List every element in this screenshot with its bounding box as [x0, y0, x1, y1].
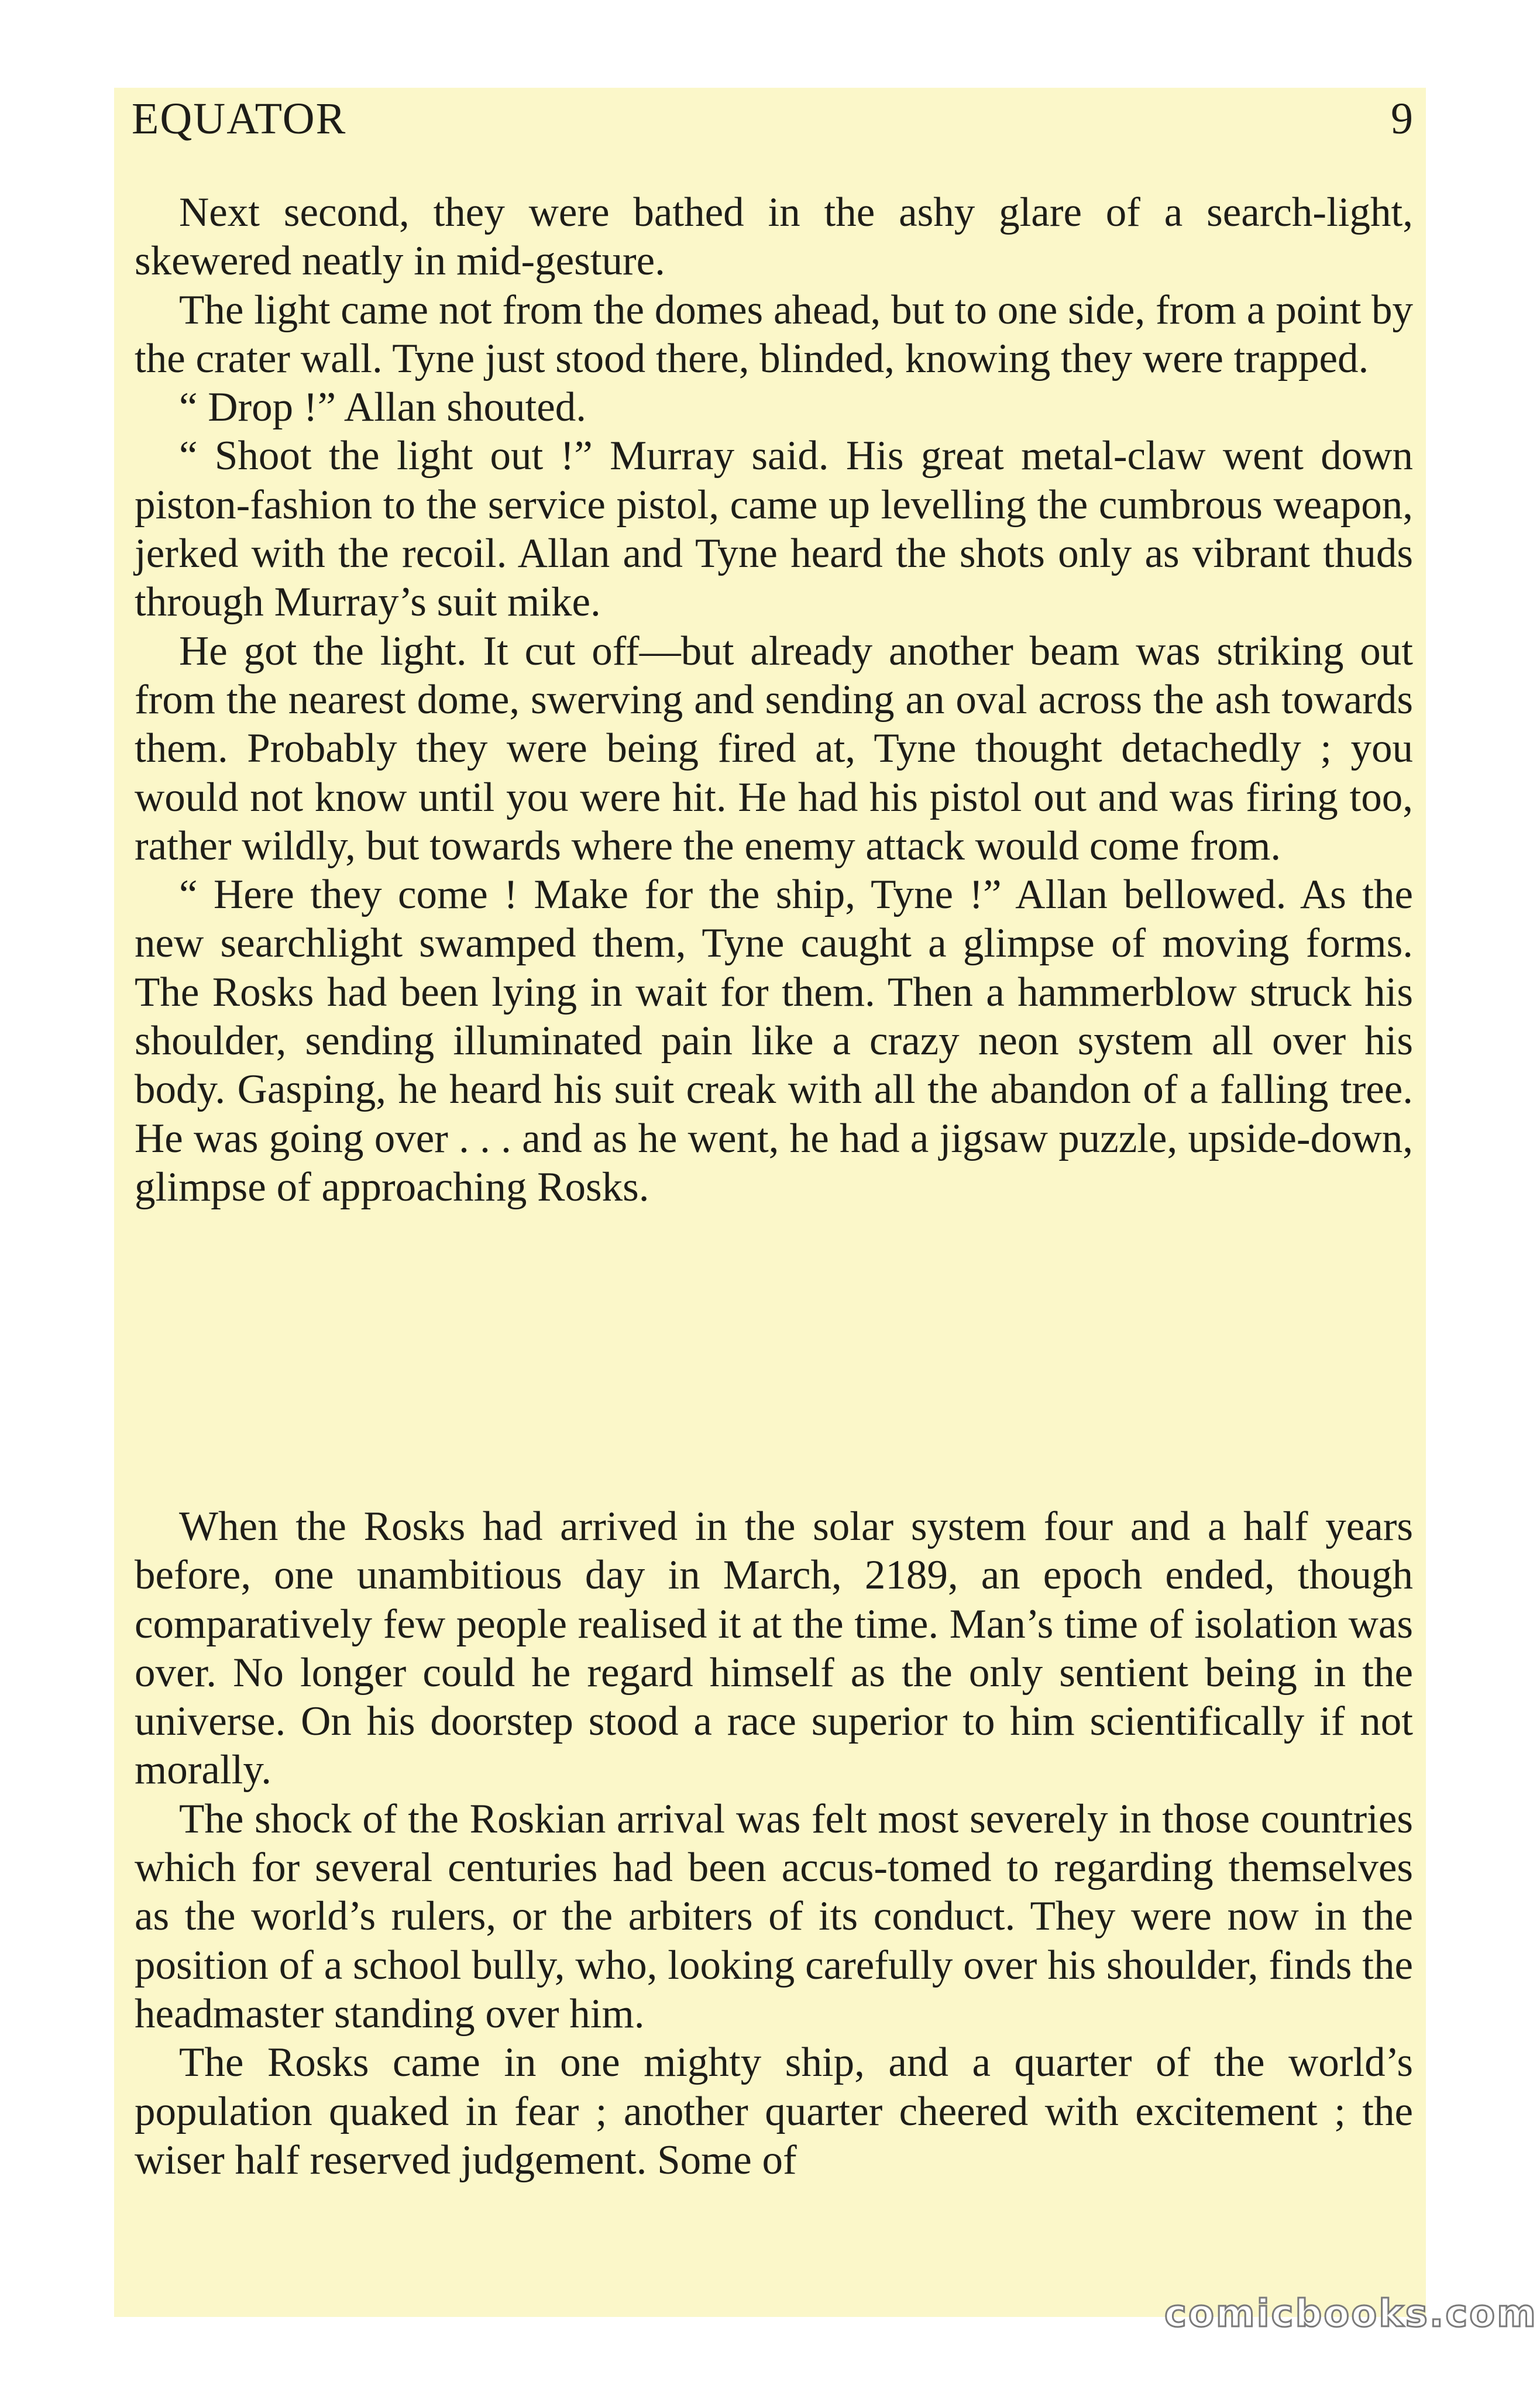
book-page	[114, 88, 1426, 2317]
paragraph: “ Drop !” Allan shouted.	[179, 384, 587, 431]
paragraph: The light came not from the domes ahead, but to one side, from a point by the crater wall. Tyne just stood there, blinded, knowing they were trapped.	[135, 287, 1413, 381]
watermark: comicbooks.com	[1164, 2292, 1538, 2336]
page-number: 9	[1391, 94, 1414, 143]
text-section-2	[135, 1503, 1413, 2185]
text-section-1	[135, 188, 1413, 1212]
paragraph: The shock of the Roskian arrival was felt most severely in those countries which for several centuries had been accus-tomed to regarding themselves as the world’s rulers, or the arbiters of its conduct. They were now in the position of a school bully, who, looking carefully over his shoulder, finds the headmaster standing over him.	[135, 1796, 1413, 2037]
paragraph: “ Here they come ! Make for the ship, Tyne !” Allan bellowed. As the new searchlight swamped them, Tyne caught a glimpse of moving forms. The Rosks had been lying in wait for them. Then a hammerblow struck his shoulder, sending illuminated pain like a crazy neon system all over his body. Gasping, he heard his suit creak with all the abandon of a falling tree. He was going over . . . and as he went, he had a jigsaw puzzle, upside-down, glimpse of approaching Rosks.	[135, 872, 1413, 1210]
paragraph: Next second, they were bathed in the ashy glare of a search-light, skewered neatly in mid-gesture.	[135, 190, 1413, 284]
running-title: EQUATOR	[132, 94, 347, 143]
paragraph: The Rosks came in one mighty ship, and a quarter of the world’s population quaked in fear ; another quarter cheered with excitement ; the wiser half reserved judgement. Some of	[135, 2040, 1413, 2183]
paragraph: He got the light. It cut off—but already another beam was striking out from the nearest dome, swerving and sending an oval across the ash towards them. Probably they were being fired at, Tyne thought detachedly ; you would not know until you were hit. He had his pistol out and was firing too, rather wildly, but towards where the enemy attack would come from.	[135, 628, 1413, 869]
paragraph: When the Rosks had arrived in the solar system four and a half years before, one unambitious day in March, 2189, an epoch ended, though comparatively few people realised it at the time. Man’s time of isolation was over. No longer could he regard himself as the only sentient being in the universe. On his doorstep stood a race superior to him scientifically if not morally.	[135, 1504, 1413, 1793]
running-header	[132, 94, 1414, 158]
paragraph: “ Shoot the light out !” Murray said. His great metal-claw went down piston-fashion to the service pistol, came up levelling the cumbrous weapon, jerked with the recoil. Allan and Tyne heard the shots only as vibrant thuds through Murray’s suit mike.	[135, 433, 1413, 625]
